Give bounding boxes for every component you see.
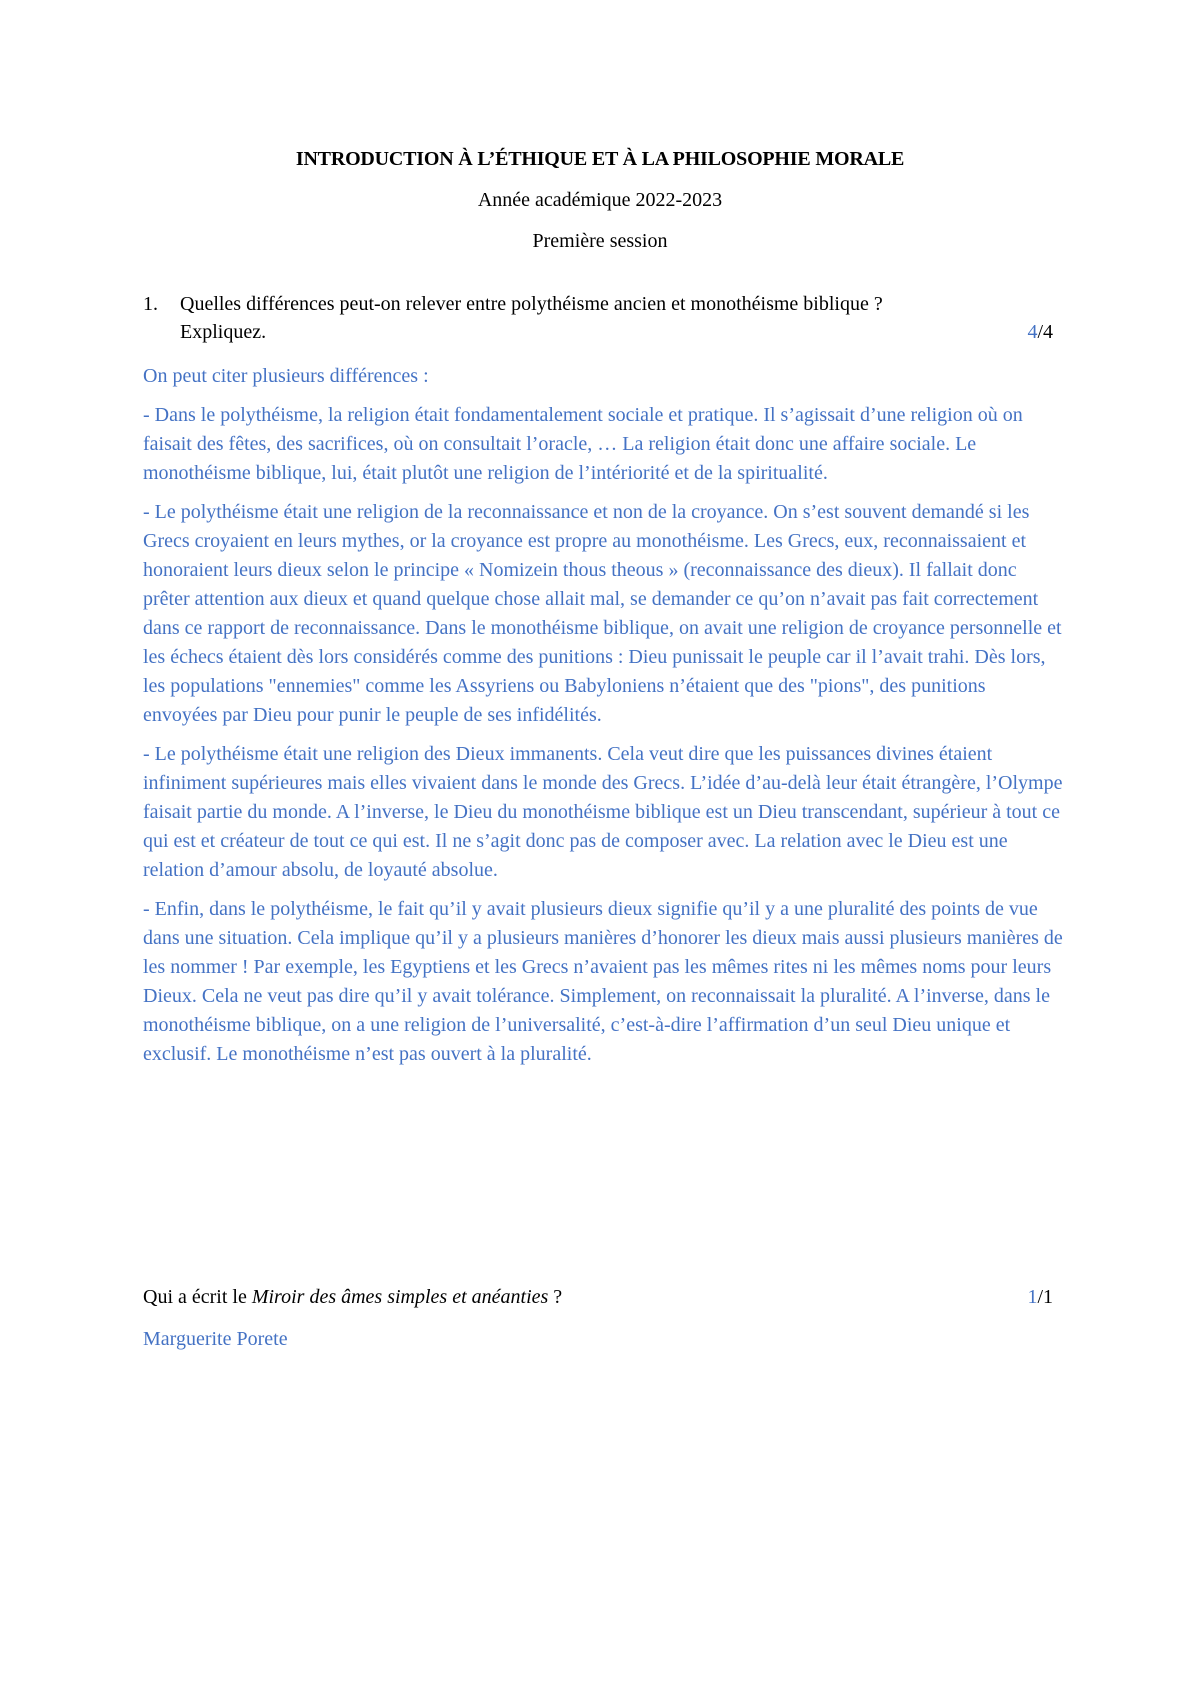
academic-year: Année académique 2022-2023 [477, 189, 723, 211]
answer-paragraph: - Dans le polythéisme, la religion était fondamentalement sociale et pratique. Il s’agissait d’une religion où on faisait des fêtes, des sacrifices, où on consultait l’oracle, … La religion était donc une affaire sociale. Le monothéisme biblique, lui, était plutôt une religion de l’intériorité et de la spiritualité. [143, 404, 1023, 484]
question-1-number: 1. [143, 293, 158, 315]
answer-paragraph: - Le polythéisme était une religion des Dieux immanents. Cela veut dire que les puissances divines étaient infiniment supérieures mais elles vivaient dans le monde des Grecs. L’idée d’au-delà leur était étrangère, l’Olympe faisait partie du monde. A l’inverse, le Dieu du monothéisme biblique est un Dieu transcendant, supérieur à tout ce qui est et créateur de tout ce qui est. Il ne s’agit donc pas de composer avec. La relation avec le Dieu est une relation d’amour absolu, de loyauté absolue. [143, 743, 1063, 881]
question-2-score-obtained: 1 [1027, 1286, 1038, 1308]
answer-paragraph: - Enfin, dans le polythéisme, le fait qu’il y avait plusieurs dieux signifie qu’il y a une pluralité des points de vue dans une situation. Cela implique qu’il y a plusieurs manières d’honorer les dieux mais aussi plusieurs manières de les nommer ! Par exemple, les Egyptiens et les Grecs n’avaient pas les mêmes rites ni les mêmes noms pour leurs Dieux. Cela ne veut pas dire qu’il y avait tolérance. Simplement, on reconnaissait la pluralité. A l’inverse, dans le monothéisme biblique, on a une religion de l’universalité, c’est-à-dire l’affirmation d’un seul Dieu unique et exclusif. Le monothéisme n’est pas ouvert à la pluralité. [143, 898, 1063, 1065]
question-1-text-end: Expliquez. [180, 321, 267, 343]
question-2-text-before: Qui a écrit le [143, 1286, 252, 1308]
session-label: Première session [532, 230, 668, 252]
book-title: Miroir des âmes simples et anéanties [251, 1286, 549, 1308]
question-1-score-total: /4 [1037, 321, 1053, 343]
answer-paragraph: - Le polythéisme était une religion de la reconnaissance et non de la croyance. On s’est souvent demandé si les Grecs croyaient en leurs mythes, or la croyance est propre au monothéisme. Les Grecs, eux, reconnaissaient et honoraient leurs dieux selon le principe « Nomizein thous theous » (reconnaissance des dieux). Il fallait donc prêter attention aux dieux et quand quelque chose allait mal, se demander ce qu’on n’avait pas fait correctement dans ce rapport de reconnaissance. Dans le monothéisme biblique, on avait une religion de croyance personnelle et les échecs étaient dès lors considérés comme des punitions : Dieu punissait le peuple car il l’avait trahi. Dès lors, les populations "ennemies" comme les Assyriens ou Babyloniens n’étaient que des "pions", des punitions envoyées par Dieu pour punir le peuple de ses infidélités. [143, 501, 1062, 726]
question-2 [143, 1283, 1053, 1311]
question-1-text: Quelles différences peut-on relever entre polythéisme ancien et monothéisme biblique ? [180, 293, 883, 315]
answer-intro: On peut citer plusieurs différences : [143, 365, 429, 387]
question-1-score-obtained: 4 [1027, 321, 1038, 343]
question-1-answer [143, 362, 1063, 1079]
question-1-text-line2 [180, 318, 1053, 346]
question-2-text-after: ? [548, 1286, 563, 1308]
document-title: INTRODUCTION À L’ÉTHIQUE ET À LA PHILOSOPHIE MORALE [295, 148, 905, 170]
question-1 [143, 290, 1053, 346]
question-2-score-total: /1 [1037, 1286, 1053, 1308]
question-2-answer: Marguerite Porete [143, 1328, 288, 1350]
question-1-score [1027, 318, 1053, 346]
question-2-score [1027, 1283, 1053, 1311]
